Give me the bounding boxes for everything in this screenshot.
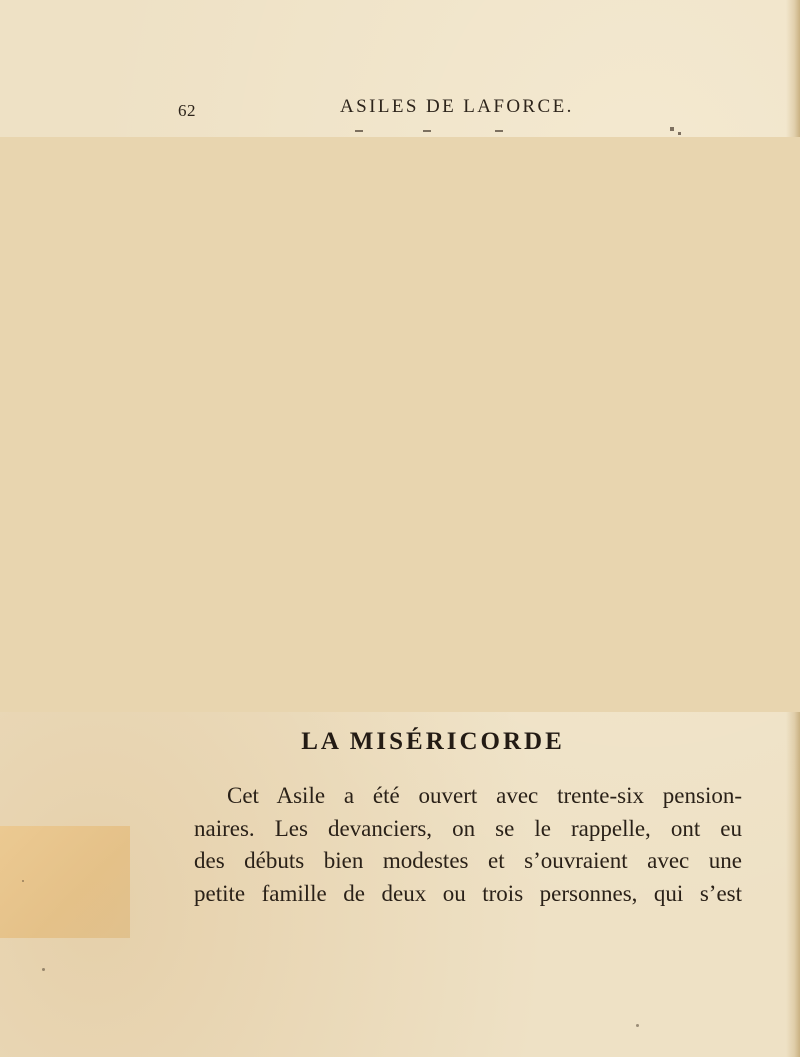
section-title: LA MISÉRICORDE <box>301 728 565 755</box>
body-line: naires. Les devanciers, on se le rappelle, ont eu <box>194 815 742 841</box>
body-paragraph <box>194 780 742 910</box>
paper-stain <box>0 826 130 938</box>
redacted-region <box>0 137 800 712</box>
paper-speck <box>636 1024 639 1027</box>
paper-speck <box>22 880 24 882</box>
running-header: ASILES DE LAFORCE. <box>340 96 574 117</box>
body-line: petite famille de deux ou trois personnes, qui s’est <box>194 880 742 906</box>
body-line: Cet Asile a été ouvert avec trente-six pension- <box>227 783 742 808</box>
cut-off-text-line <box>195 124 735 136</box>
page-number: 62 <box>178 101 196 120</box>
body-line: des débuts bien modestes et s’ouvraient avec une <box>194 848 742 873</box>
paper-speck <box>42 968 45 971</box>
